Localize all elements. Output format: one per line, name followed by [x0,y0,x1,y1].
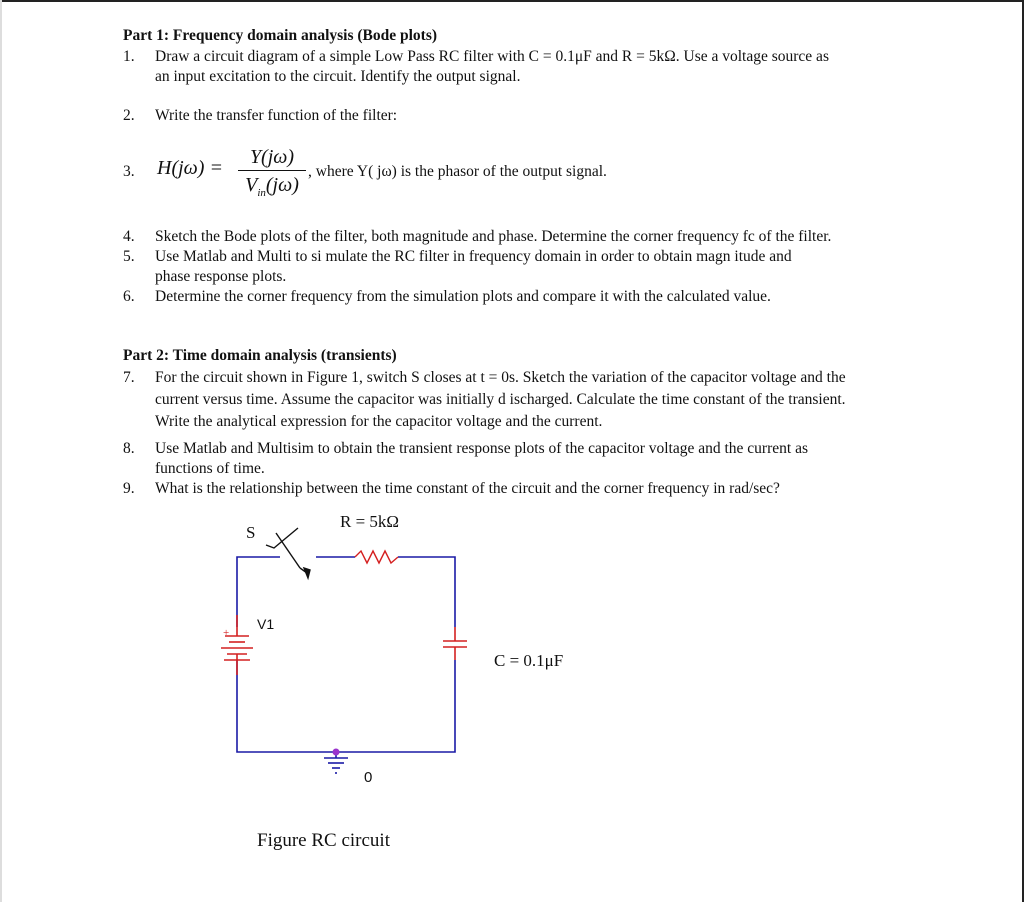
item-9-line-1: What is the relationship between the time constant of the circuit and the corner frequency in rad/sec? [155,480,780,497]
item-6-line-1: Determine the corner frequency from the simulation plots and compare it with the calculated value. [155,288,771,305]
item-1-number: 1. [123,48,135,65]
ground-symbol [324,758,348,773]
capacitor-label: C = 0.1μF [494,651,564,670]
item-8-line-2: functions of time. [155,460,265,477]
ground-node-dot [333,749,340,756]
source-label: V1 [257,616,275,632]
item-6-number: 6. [123,288,135,305]
wire-right-top [398,557,455,627]
figure-caption: Figure RC circuit [257,830,390,851]
capacitor-symbol [443,627,467,660]
item-4-line-1: Sketch the Bode plots of the filter, both magnitude and phase. Determine the corner frequency fc of the filter. [155,228,832,245]
item-7-line-1: For the circuit shown in Figure 1, switch S closes at t = 0s. Sketch the variation of the capacitor voltage and the [155,369,846,386]
item-7-line-3: Write the analytical expression for the capacitor voltage and the current. [155,413,603,430]
transfer-function-numerator: Y(jω) [249,146,295,168]
item-5-line-2: phase response plots. [155,268,287,285]
item-9-number: 9. [123,480,135,497]
item-5-line-1: Use Matlab and Multi to si mulate the RC filter in frequency domain in order to obtain magn itude and [155,248,792,265]
item-2-line-1: Write the transfer function of the filter: [155,107,398,124]
item-2-number: 2. [123,107,135,124]
part2-heading: Part 2: Time domain analysis (transients) [123,347,397,364]
item-8-number: 8. [123,440,135,457]
item-1-line-1: Draw a circuit diagram of a simple Low Pass RC filter with C = 0.1μF and R = 5kΩ. Use a voltage source as [155,48,829,65]
item-1-line-2: an input excitation to the circuit. Identify the output signal. [155,68,521,85]
ground-label: 0 [364,769,373,786]
item-8-line-1: Use Matlab and Multisim to obtain the transient response plots of the capacitor voltage and the current as [155,440,808,457]
resistor-symbol [355,551,398,563]
item-7-line-2: current versus time. Assume the capacitor was initially d ischarged. Calculate the time constant of the transient. [155,391,846,408]
item-5-number: 5. [123,248,135,265]
circuit-wires [237,557,455,758]
switch-label: S [246,523,256,542]
voltage-source-symbol [221,615,253,675]
wire-left-bottom [237,660,455,752]
source-plus-sign: + [223,627,230,639]
transfer-function-denominator: $V_{in}(j\omega)$ [245,174,299,199]
item-3-number: 3. [123,163,135,180]
resistor-label: R = 5kΩ [340,512,400,531]
part1-heading: Part 1: Frequency domain analysis (Bode plots) [123,27,438,44]
item-7-number: 7. [123,369,135,386]
switch-symbol [266,528,310,578]
transfer-function-lhs: H(jω) = [157,157,223,179]
item-4-number: 4. [123,228,135,245]
transfer-function-description: , where Y( jω) is the phasor of the output signal. [308,163,607,180]
